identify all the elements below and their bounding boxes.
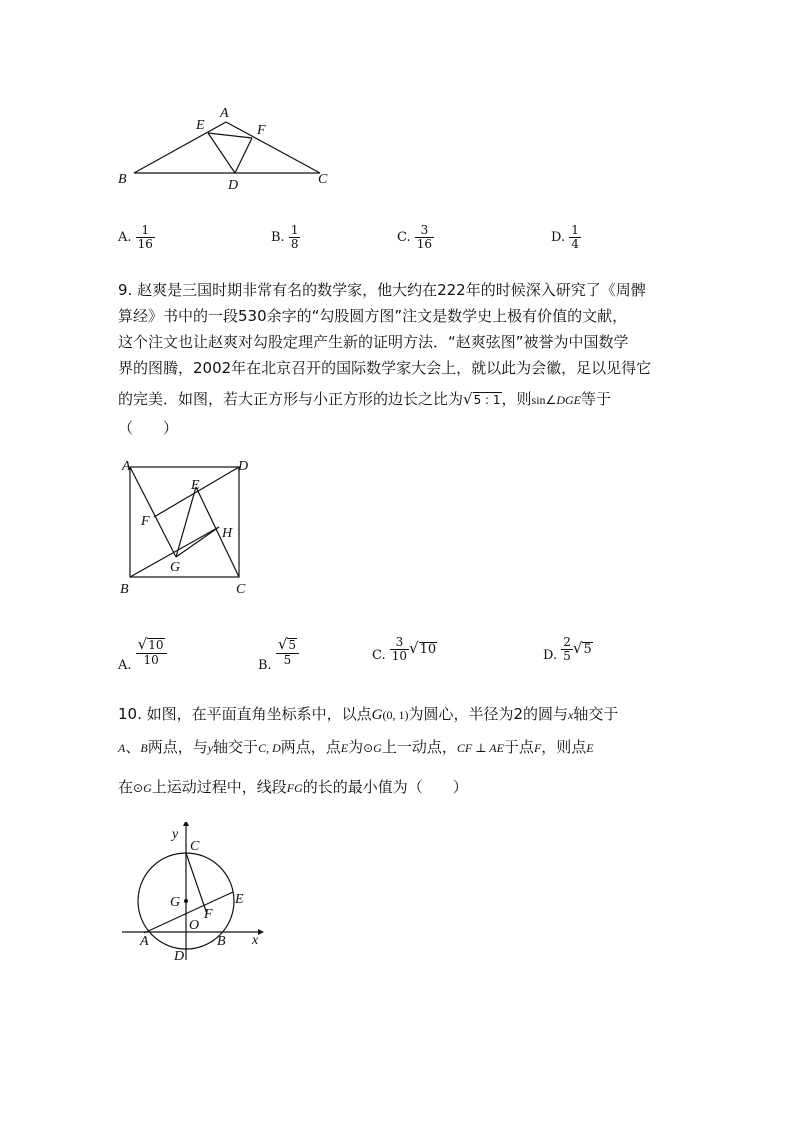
q9-label-g: G [170, 560, 181, 575]
q9-option-d: D. $\frac{2}{5}$ √5 [543, 635, 592, 664]
q8-option-b: B. $\frac{1}{8}$ [271, 223, 299, 252]
q10-x-axis-arrow [258, 929, 264, 935]
q10-line-1: 10. 如图，在平面直角坐标系中，以点G(0, 1)为圆心，半径为2的圆与x轴交于 [118, 705, 619, 723]
q10-circle-figure [118, 822, 278, 967]
q9-option-b: B. $\frac{√5}{5}$ [258, 636, 299, 672]
q8-option-b-fraction: $\frac{1}{8}$ [290, 223, 299, 252]
q9-zhaoshuang-figure [110, 455, 260, 600]
q10-label-f: F [204, 907, 213, 922]
q10-y-axis-arrow [183, 822, 189, 826]
q8-option-d: D. $\frac{1}{4}$ [551, 223, 579, 252]
q10-label-d: D [174, 949, 185, 964]
q10-label-y: y [172, 827, 179, 842]
q9-option-a-fraction: $\frac{√10}{10}$ [136, 636, 167, 667]
q9-sqrt-sign: √ [463, 390, 473, 408]
q10-label-b: B [217, 934, 226, 949]
q9-label-e: E [191, 478, 200, 493]
q9-line-3: 这个注文也让赵爽对勾股定理产生新的证明方法．“赵爽弦图”被誉为中国数学 [118, 333, 629, 351]
q8-option-c: C. $\frac{3}{16}$ [397, 223, 433, 252]
q8-option-a-fraction: $\frac{1}{16}$ [137, 223, 153, 252]
q9-label-b: B [120, 582, 129, 597]
q8-label-c: C [318, 172, 328, 187]
q10-center-dot [184, 899, 188, 903]
q8-option-a: A. $\frac{1}{16}$ [118, 223, 153, 252]
q8-label-d: D [228, 178, 239, 193]
q8-label-a: A [220, 106, 229, 121]
q9-label-f: F [141, 514, 150, 529]
q10-line-2: A、B两点，与y轴交于C, D两点，点E为⊙G上一动点，CF ⊥ AE于点F，则点E [118, 738, 594, 756]
q9-option-a: A. $\frac{√10}{10}$ [118, 636, 167, 672]
q10-label-c: C [190, 839, 200, 854]
q8-label-b: B [118, 172, 127, 187]
q10-label-e: E [235, 892, 244, 907]
q8-triangle-figure [110, 100, 340, 195]
q9-label-h: H [222, 526, 233, 541]
q9-answer-paren: （ ） [118, 419, 179, 437]
q9-ratio: 5 : 1 [473, 393, 501, 407]
q10-label-x: x [252, 933, 259, 948]
q9-label-a: A [122, 459, 131, 474]
q10-label-o: O [189, 918, 200, 933]
q10-odot-symbol: ⊙ [363, 741, 374, 755]
q10-odot-symbol-2: ⊙ [133, 781, 144, 795]
q8-label-f: F [257, 123, 266, 138]
q9-label-c: C [236, 582, 246, 597]
q9-option-c-fraction: $\frac{3}{10}$ [391, 635, 408, 664]
q9-line-2: 算经》书中的一段530余字的“勾股圆方图”注文是数学史上极有价值的文献， [118, 307, 628, 325]
q9-option-b-fraction: $\frac{√5}{5}$ [276, 636, 299, 667]
q10-label-g: G [170, 895, 181, 910]
q8-option-c-fraction: $\frac{3}{16}$ [416, 223, 433, 252]
q10-line-3: 在⊙G上运动过程中，线段FG的长的最小值为（ ） [118, 778, 468, 796]
q9-option-c: C. $\frac{3}{10}$ √10 [372, 635, 437, 664]
q9-line-4: 界的图腾，2002年在北京召开的国际数学家大会上，就以此为会徽，足以见得它 [118, 359, 652, 377]
q9-label-d: D [238, 459, 249, 474]
q8-option-d-fraction: $\frac{1}{4}$ [571, 223, 579, 252]
q9-option-d-fraction: $\frac{2}{5}$ [563, 635, 571, 664]
q9-line-1: 9. 赵爽是三国时期非常有名的数学家，他大约在222年的时候深入研究了《周髀 [118, 281, 646, 299]
q9-line-5: 的完美．如图，若大正方形与小正方形的边长之比为√5 : 1，则sin∠DGE等于 [118, 390, 611, 408]
q10-label-a: A [140, 934, 149, 949]
q8-label-e: E [196, 118, 205, 133]
